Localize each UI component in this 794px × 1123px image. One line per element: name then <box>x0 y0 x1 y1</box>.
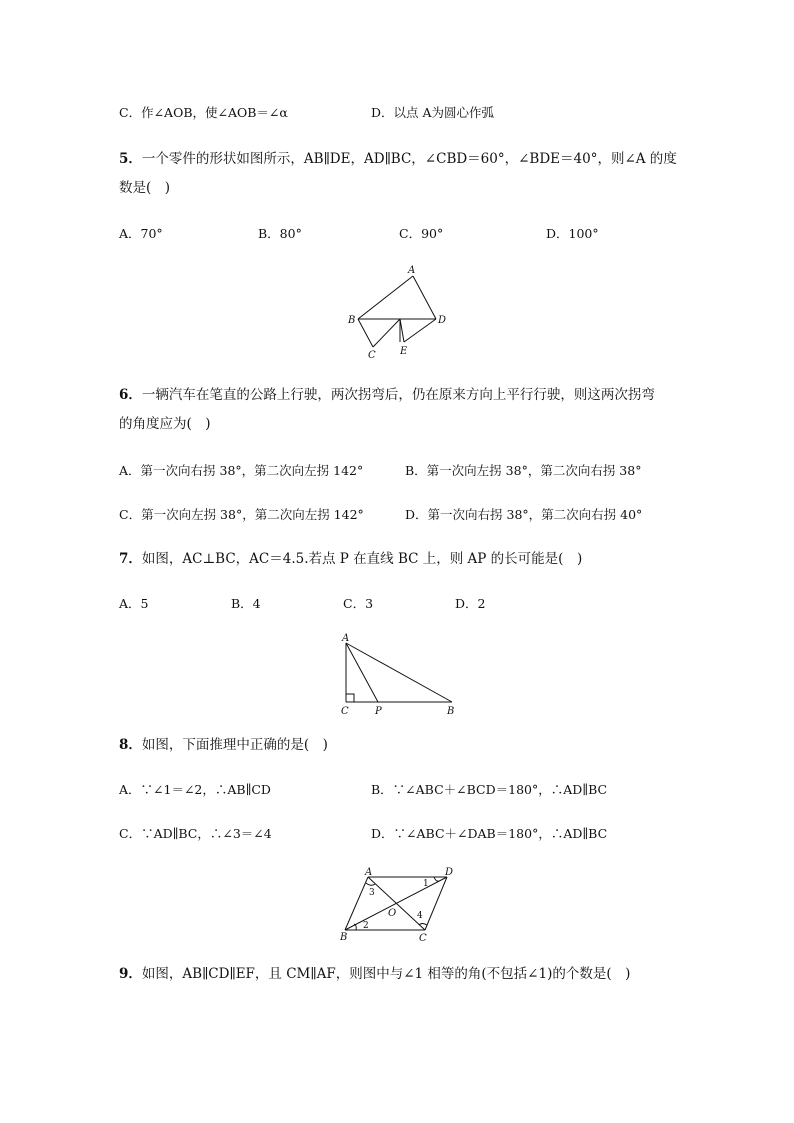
q8-angle1-arc <box>434 877 439 881</box>
q4-option-c: C．作∠AOB，使∠AOB＝∠α <box>119 105 288 120</box>
q6-option-d: D．第一次向右拐 38°，第二次向右拐 40° <box>405 507 643 522</box>
q7-option-c: C．3 <box>343 596 374 611</box>
q5-label-e: E <box>400 346 408 357</box>
q8-label-c: C <box>419 933 427 944</box>
q7-label-a: A <box>342 633 350 644</box>
q9-stem-text: 如图，AB∥CD∥EF，且 CM∥AF，则图中与∠1 相等的角(不包括∠1)的个数是( ) <box>141 966 631 982</box>
q5-stem-text1: 一个零件的形状如图所示，AB∥DE，AD∥BC，∠CBD＝60°，∠BDE＝40°，则∠A 的度 <box>141 151 677 167</box>
q7-number: 7． <box>119 551 142 567</box>
q7-stem-text: 如图，AC⊥BC，AC＝4.5.若点 P 在直线 BC 上，则 AP 的长可能是( ) <box>141 551 583 567</box>
q5-label-c: C <box>368 350 376 361</box>
q5-number: 5． <box>119 151 142 167</box>
q9-stem-line <box>119 965 630 983</box>
q6-stem-text1: 一辆汽车在笔直的公路上行驶，两次拐弯后，仍在原来方向上平行行驶，则这两次拐弯 <box>141 387 655 403</box>
q8-angle1-label: 1 <box>423 879 429 889</box>
q5-option-b: B．80° <box>258 226 302 241</box>
q8-option-b: B．∵∠ABC＋∠BCD＝180°，∴AD∥BC <box>371 782 608 797</box>
q8-diagonal-bd <box>345 877 447 930</box>
q8-label-o: O <box>388 908 397 919</box>
q7-right-angle-mark <box>346 694 354 702</box>
q5-segment-c-cut <box>373 319 400 347</box>
q5-label-a: A <box>408 265 416 276</box>
q8-angle2-label: 2 <box>363 921 369 931</box>
q5-label-d: D <box>438 315 447 326</box>
q8-stem-text: 如图，下面推理中正确的是( ) <box>141 737 328 753</box>
q7-stem-line <box>119 550 582 568</box>
q8-angle3-label: 3 <box>369 888 375 898</box>
q8-option-a: A．∵∠1＝∠2，∴AB∥CD <box>119 782 271 797</box>
q5-segment-ba <box>358 276 413 319</box>
q8-option-c: C．∵AD∥BC，∴∠3＝∠4 <box>119 826 272 841</box>
q5-figure <box>340 262 460 362</box>
q7-option-b: B．4 <box>231 596 261 611</box>
q8-label-d: D <box>445 867 454 878</box>
q5-label-b: B <box>348 315 356 326</box>
q5-option-a: A．70° <box>119 226 163 241</box>
q5-segment-de-part <box>400 319 404 342</box>
q7-label-p: P <box>375 706 382 716</box>
q6-option-a: A．第一次向右拐 38°，第二次向左拐 142° <box>119 463 364 478</box>
q6-stem-line2: 的角度应为( ) <box>119 416 211 432</box>
q7-label-b: B <box>447 706 455 716</box>
q9-number: 9． <box>119 966 142 982</box>
q5-stem-line2: 数是( ) <box>119 180 171 196</box>
q8-angle4-arc <box>419 924 427 926</box>
q8-label-a: A <box>365 867 373 878</box>
q8-stem-line <box>119 736 328 754</box>
q5-segment-bc <box>358 319 373 347</box>
q4-option-d: D．以点 A为圆心作弧 <box>371 105 495 120</box>
q8-number: 8． <box>119 737 142 753</box>
q7-label-c: C <box>341 706 349 716</box>
q8-figure <box>335 864 460 944</box>
q7-figure <box>335 630 465 716</box>
q6-option-b: B．第一次向左拐 38°，第二次向右拐 38° <box>405 463 642 478</box>
q6-option-c: C．第一次向左拐 38°，第二次向左拐 142° <box>119 507 364 522</box>
q8-angle3-arc <box>366 883 375 885</box>
q8-option-d: D．∵∠ABC＋∠DAB＝180°，∴AD∥BC <box>371 826 608 841</box>
q5-stem-line1 <box>119 150 677 168</box>
q6-stem-line1 <box>119 386 655 404</box>
q8-label-b: B <box>340 932 348 943</box>
q7-option-a: A．5 <box>119 596 149 611</box>
q6-number: 6． <box>119 387 142 403</box>
q5-option-d: D．100° <box>546 226 599 241</box>
q5-segment-de <box>404 319 436 342</box>
q5-option-c: C．90° <box>399 226 444 241</box>
q8-angle4-label: 4 <box>417 911 423 921</box>
q7-option-d: D．2 <box>455 596 486 611</box>
q5-segment-ad <box>413 276 436 319</box>
